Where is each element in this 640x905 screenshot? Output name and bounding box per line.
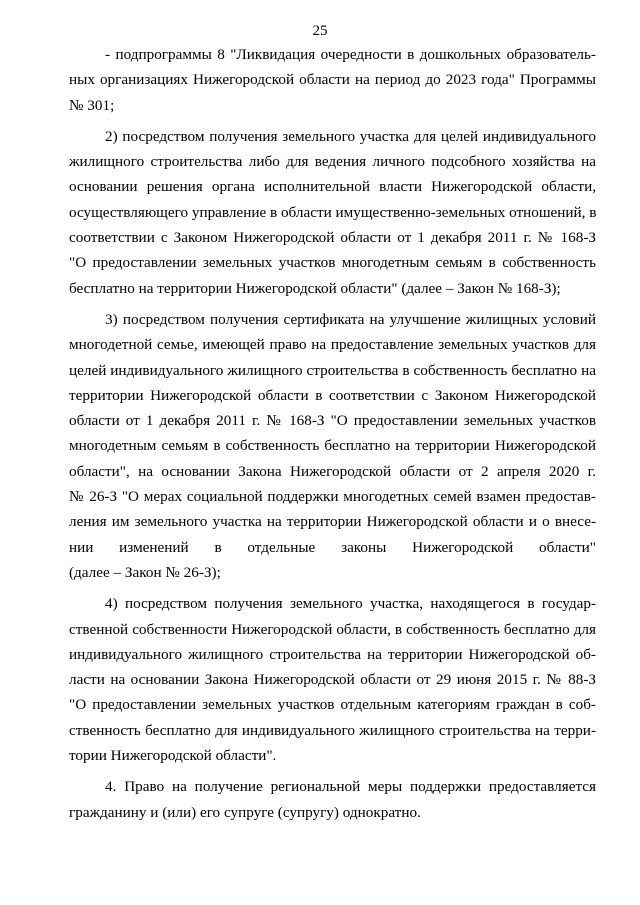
text-line: многодетным семьям в собственность бесплатно на территории Нижегородской bbox=[69, 437, 596, 455]
text-line: ления им земельного участка на территории Нижегородской области и о внесе- bbox=[69, 513, 596, 531]
text-line: 4) посредством получения земельного участка, находящегося в государ- bbox=[105, 595, 596, 613]
text-line: нии изменений в отдельные законы Нижегородской области" bbox=[69, 538, 596, 556]
paragraph bbox=[69, 124, 596, 301]
paragraph bbox=[69, 591, 596, 768]
text-line: 2) посредством получения земельного участка для целей индивидуального bbox=[105, 127, 596, 145]
text-line: ственной собственности Нижегородской области, в собственность бесплатно для bbox=[69, 620, 596, 638]
text-line: территории Нижегородской области в соответствии с Законом Нижегородской bbox=[69, 386, 596, 404]
text-line: жилищного строительства либо для ведения личного подсобного хозяйства на bbox=[69, 153, 596, 171]
text-line: целей индивидуального жилищного строительства в собственность бесплатно на bbox=[69, 361, 596, 379]
text-line: 3) посредством получения сертификата на улучшение жилищных условий bbox=[105, 310, 596, 328]
text-line: "О предоставлении земельных участков многодетным семьям в собственность bbox=[69, 254, 596, 272]
text-line: осуществляющего управление в области имущественно-земельных отношений, в bbox=[69, 203, 597, 221]
text-line: индивидуального жилищного строительства на территории Нижегородской об- bbox=[69, 645, 596, 663]
text-line: 4. Право на получение региональной меры поддержки предоставляется bbox=[105, 778, 596, 796]
text-line: области от 1 декабря 2011 г. № 168-З "О предоставлении земельных участков bbox=[69, 412, 596, 430]
text-line: соответствии с Законом Нижегородской области от 1 декабря 2011 г. № 168-З bbox=[69, 229, 596, 247]
text-line: основании решения органа исполнительной власти Нижегородской области, bbox=[69, 178, 596, 196]
text-line: многодетной семье, имеющей право на предоставление земельных участков для bbox=[69, 336, 596, 354]
text-line: (далее – Закон № 26-З); bbox=[69, 563, 221, 581]
text-line: области", на основании Закона Нижегородской области от 2 апреля 2020 г. bbox=[69, 462, 596, 480]
page-number: 25 bbox=[312, 23, 328, 39]
text-line: "О предоставлении земельных участков отдельным категориям граждан в соб- bbox=[69, 696, 596, 714]
text-line: ласти на основании Закона Нижегородской области от 29 июня 2015 г. № 88-З bbox=[69, 671, 596, 689]
paragraph bbox=[69, 307, 596, 585]
text-line: ных организациях Нижегородской области на период до 2023 года" Программы bbox=[69, 71, 596, 89]
document-body bbox=[69, 42, 596, 825]
paragraph bbox=[69, 42, 596, 118]
text-line: тории Нижегородской области". bbox=[69, 747, 277, 765]
text-line: № 301; bbox=[69, 96, 115, 114]
text-line: ственность бесплатно для индивидуального жилищного строительства на терри- bbox=[69, 721, 596, 739]
paragraph bbox=[69, 774, 596, 825]
text-line: № 26-З "О мерах социальной поддержки многодетных семей взамен предостав- bbox=[69, 488, 596, 506]
text-line: бесплатно на территории Нижегородской области" (далее – Закон № 168-З); bbox=[69, 279, 561, 297]
text-line: гражданину и (или) его супруге (супругу) однократно. bbox=[69, 803, 421, 821]
text-line: - подпрограммы 8 "Ликвидация очередности в дошкольных образователь- bbox=[105, 46, 596, 63]
